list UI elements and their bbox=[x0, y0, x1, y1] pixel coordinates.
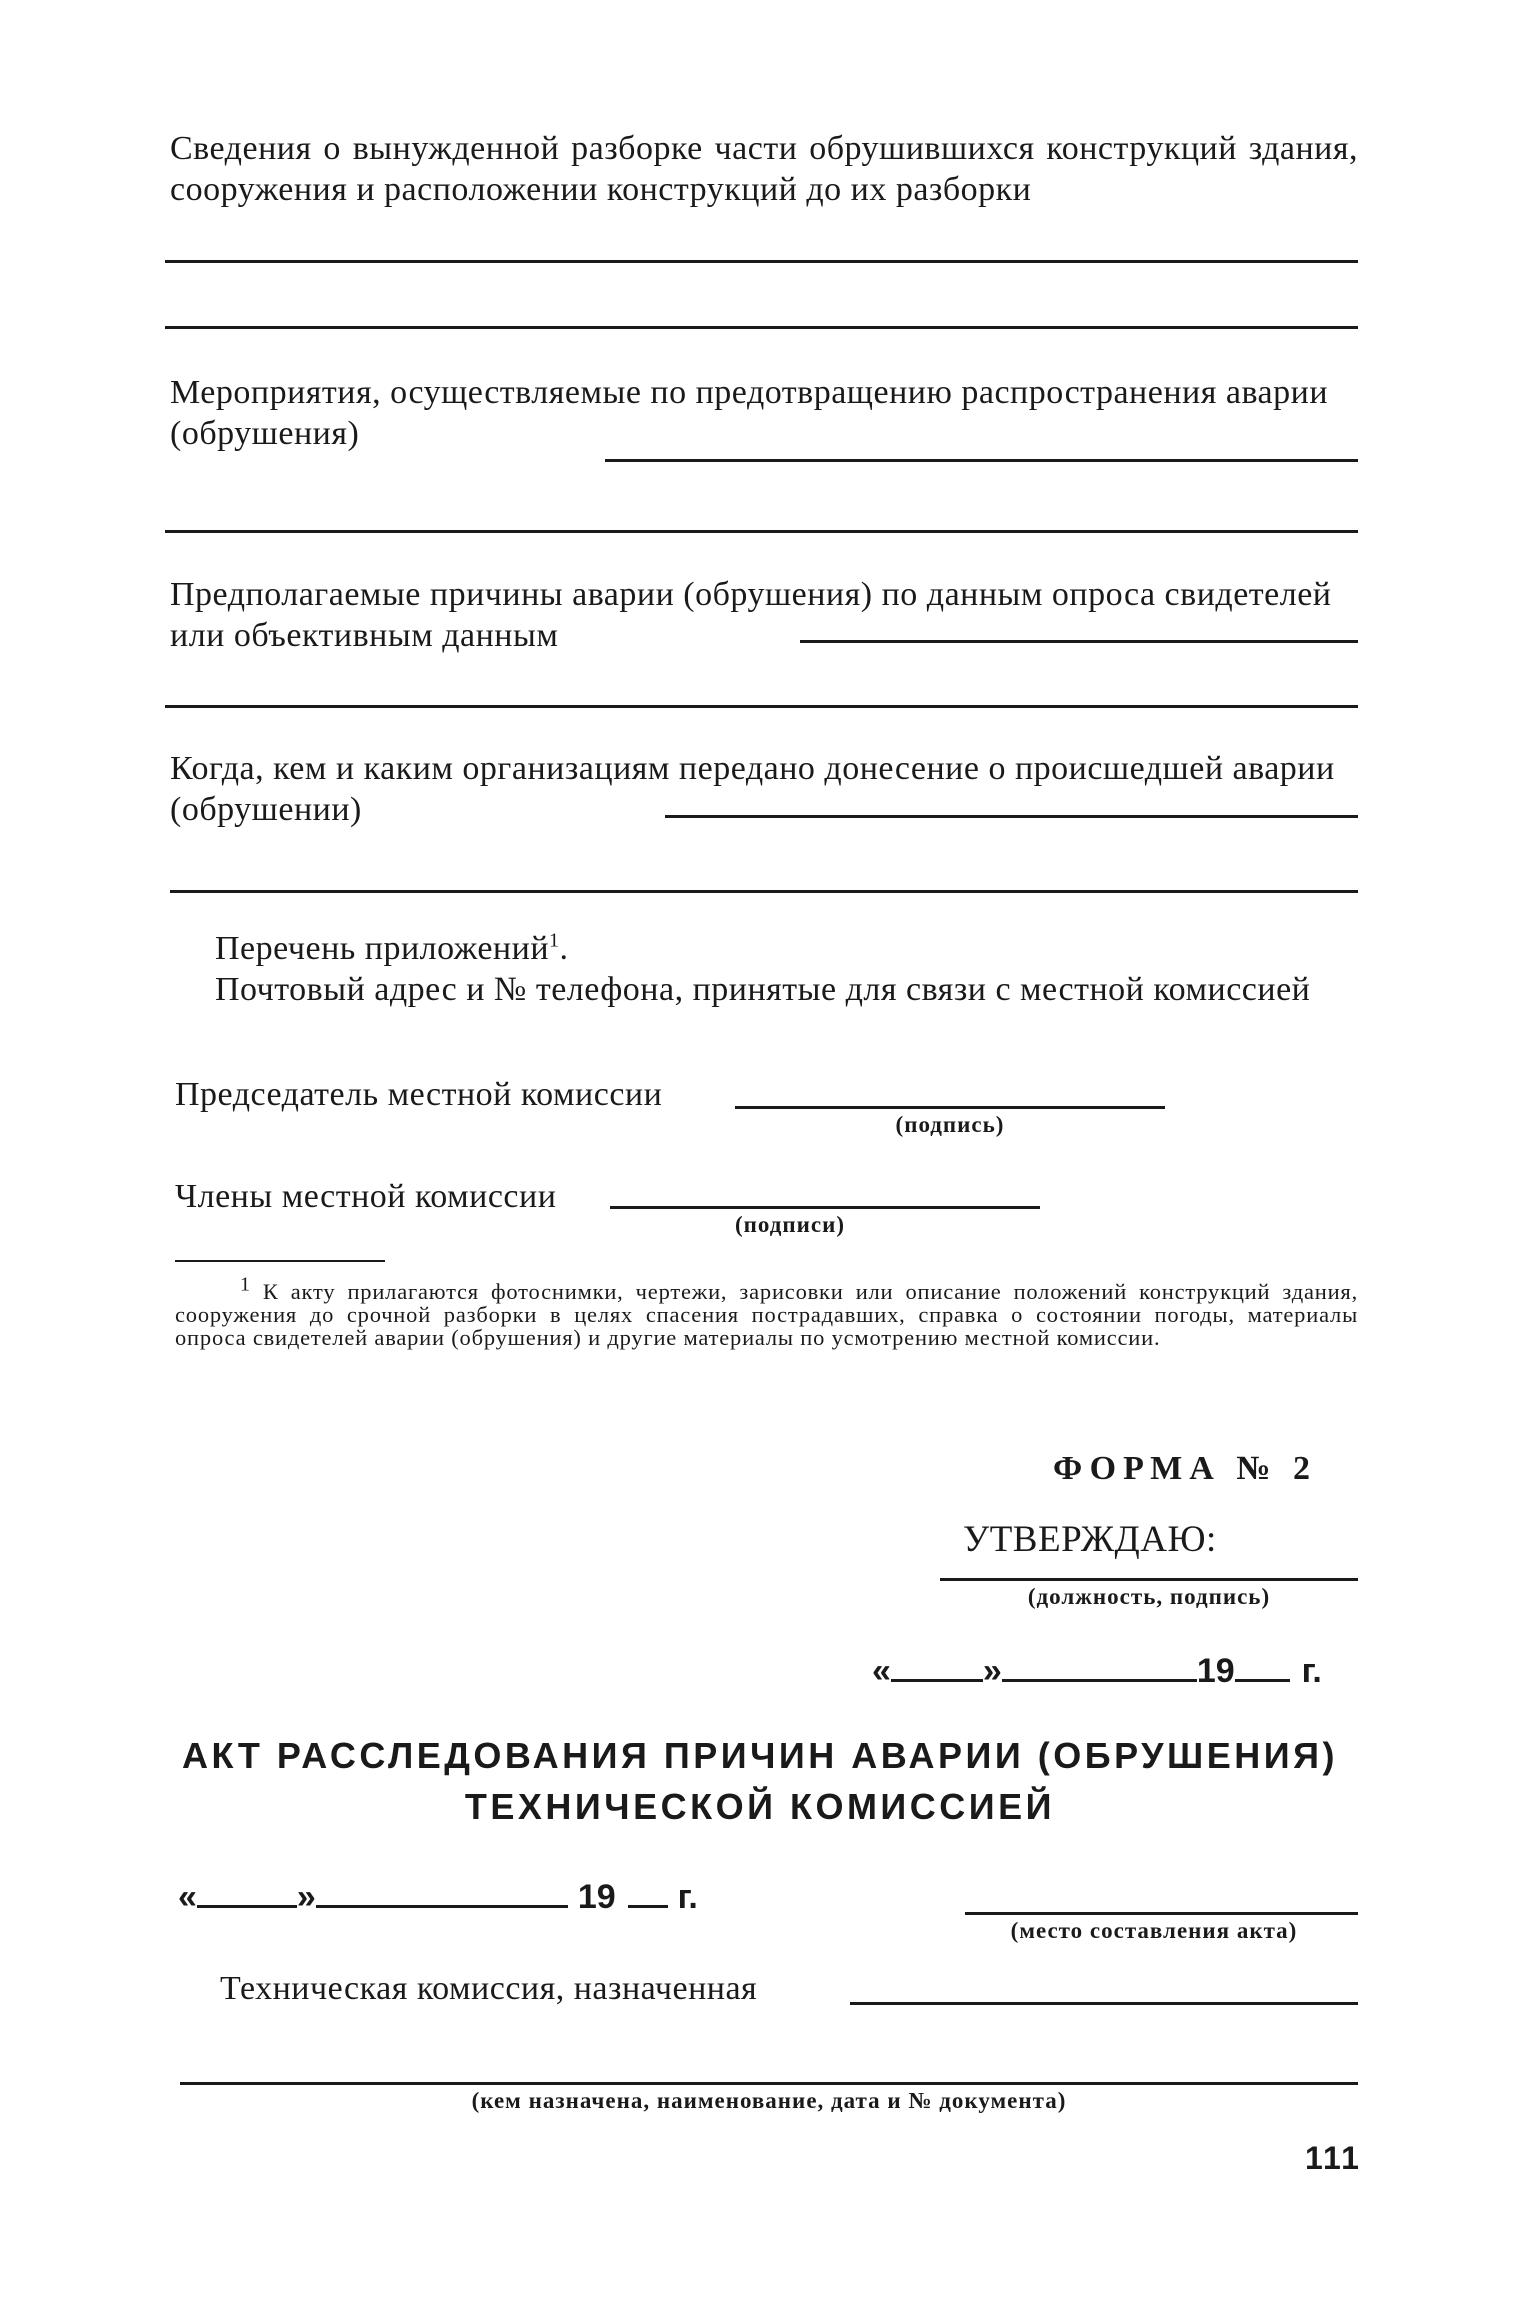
section-2-label: Мероприятия, осуществляемые по предотвращению распространения аварии (обрушения) bbox=[170, 374, 1329, 452]
page-number: 111 bbox=[1305, 2140, 1361, 2176]
act-year-field[interactable] bbox=[628, 1904, 668, 1908]
chairman-caption: (подпись) bbox=[895, 1112, 1005, 1137]
section-1-text: Сведения о вынужденной разборке части обрушившихся конструкций здания, сооружения и расположении конструкций до их разборки bbox=[170, 130, 1358, 208]
form-number: ФОРМА № 2 bbox=[1053, 1450, 1317, 1487]
act-title-line-2: ТЕХНИЧЕСКОЙ КОМИССИЕЙ bbox=[464, 1786, 1056, 1827]
attachments-label: Перечень приложений bbox=[215, 930, 550, 967]
approve-month-field[interactable] bbox=[1002, 1678, 1197, 1682]
commission-caption: (кем назначена, наименование, дата и № документа) bbox=[471, 2088, 1067, 2113]
section-3-label: Предполагаемые причины аварии (обрушения) по данным опроса свидетелей или объективным данным bbox=[170, 576, 1332, 654]
contact-label: Почтовый адрес и № телефона, принятые для связи с местной комиссией bbox=[215, 971, 1311, 1008]
footnote-mark: 1 bbox=[240, 1273, 251, 1296]
attachments-period: . bbox=[559, 930, 569, 967]
footnote-separator bbox=[175, 1260, 385, 1262]
act-month-field[interactable] bbox=[316, 1904, 568, 1908]
act-day-field[interactable] bbox=[197, 1904, 297, 1908]
footnote-ref: 1 bbox=[549, 929, 560, 952]
section-3-text bbox=[170, 574, 1358, 656]
section-4-label: Когда, кем и каким организациям передано донесение о происшедшей аварии (обрушении) bbox=[170, 750, 1335, 828]
fill-line-8 bbox=[170, 890, 1358, 893]
approve-day-field[interactable] bbox=[891, 1678, 983, 1682]
section-2-text bbox=[170, 372, 1358, 454]
chairman-signature-line bbox=[735, 1106, 1165, 1109]
contact-text bbox=[215, 969, 1358, 1010]
commission-label: Техническая комиссия, назначенная bbox=[220, 1970, 758, 2007]
commission-line-1 bbox=[850, 2002, 1358, 2005]
approve-date-close-quote: » bbox=[982, 1652, 1002, 1690]
attachments-line bbox=[215, 928, 1355, 969]
approve-year-field[interactable] bbox=[1235, 1678, 1290, 1682]
act-year-prefix: 19 bbox=[577, 1878, 616, 1916]
approve-date-open-quote: « bbox=[872, 1652, 891, 1690]
act-date-open-quote: « bbox=[178, 1878, 197, 1916]
act-title-line-1: АКТ РАССЛЕДОВАНИЯ ПРИЧИН АВАРИИ (ОБРУШЕНИЯ) bbox=[182, 1735, 1338, 1776]
footnote-text: К акту прилагаются фотоснимки, чертежи, зарисовки или описание положений конструкций здания, сооружения до срочной разборки в целях спасения пострадавших, справка о состоянии погоды, материалы опроса свидетелей аварии (обрушения) и другие материалы по усмотрению местной комиссии. bbox=[175, 1279, 1358, 1350]
fill-line-1 bbox=[165, 260, 1358, 263]
fill-line-2 bbox=[165, 326, 1358, 329]
approve-caption: (должность, подпись) bbox=[1027, 1584, 1271, 1609]
approve-signature-line bbox=[940, 1578, 1358, 1581]
act-year-suffix: г. bbox=[677, 1878, 698, 1916]
fill-line-5 bbox=[800, 640, 1358, 643]
approve-date bbox=[872, 1652, 1322, 1691]
act-date-close-quote: » bbox=[296, 1878, 316, 1916]
approve-year-suffix: г. bbox=[1301, 1652, 1322, 1690]
place-line bbox=[965, 1912, 1358, 1915]
fill-line-4 bbox=[165, 530, 1358, 533]
fill-line-6 bbox=[165, 705, 1358, 708]
approve-year-prefix: 19 bbox=[1196, 1652, 1235, 1690]
members-signature-line bbox=[610, 1206, 1040, 1209]
chairman-label: Председатель местной комиссии bbox=[175, 1076, 663, 1113]
fill-line-3 bbox=[605, 459, 1358, 462]
place-caption: (место составления акта) bbox=[1010, 1918, 1298, 1943]
members-caption: (подписи) bbox=[734, 1212, 845, 1237]
members-label: Члены местной комиссии bbox=[175, 1178, 557, 1215]
footnote bbox=[175, 1273, 1358, 1350]
approve-heading: УТВЕРЖДАЮ: bbox=[963, 1519, 1217, 1560]
fill-line-7 bbox=[665, 815, 1358, 818]
act-date bbox=[178, 1878, 698, 1917]
commission-line-2 bbox=[180, 2082, 1358, 2085]
